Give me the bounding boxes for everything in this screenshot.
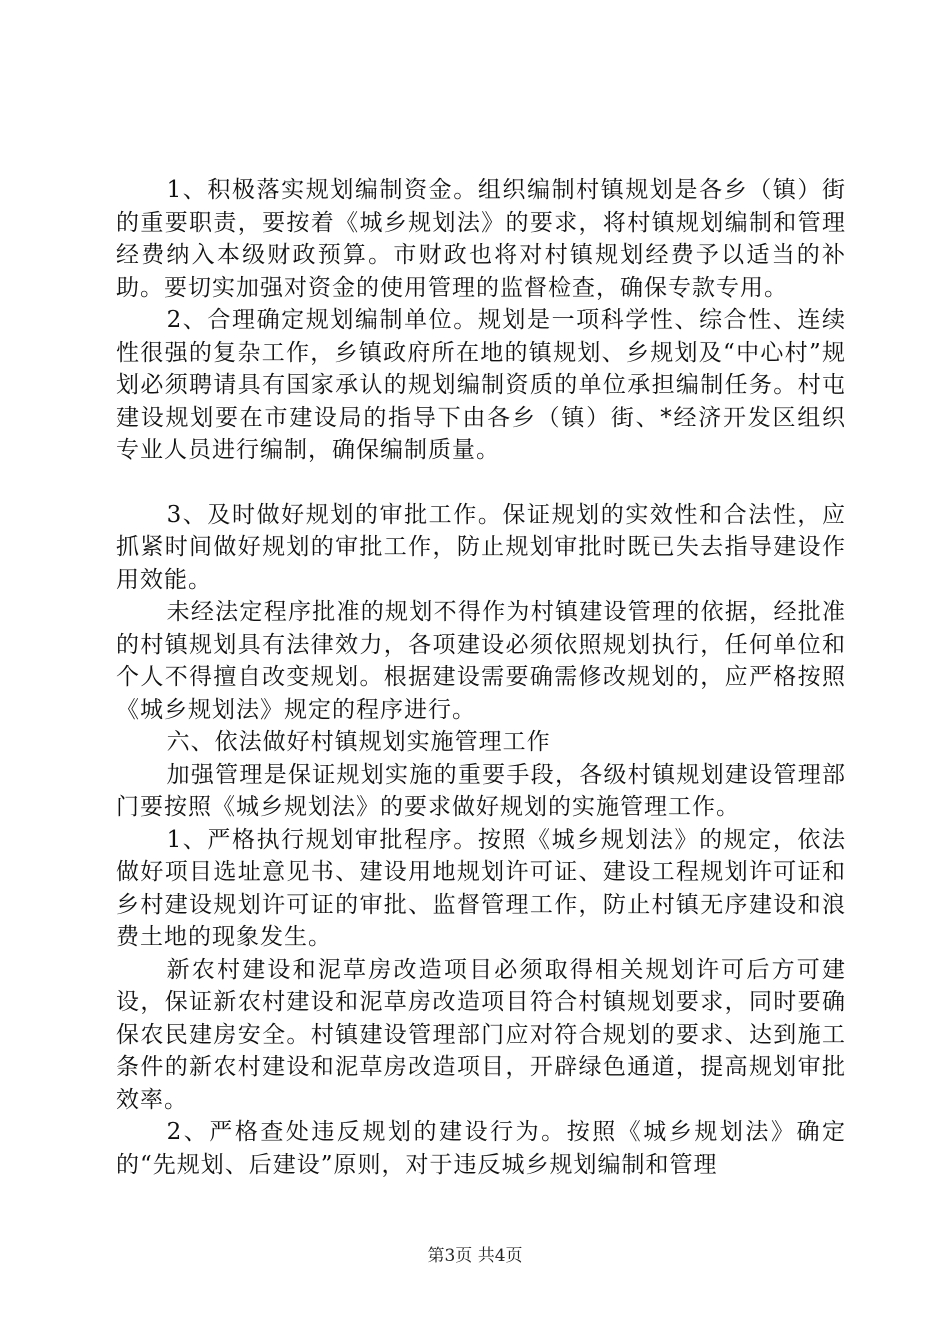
- paragraph-approval: 3、及时做好规划的审批工作。保证规划的实效性和合法性，应抓紧时间做好规划的审批工作，防止规划审批时既已失去指导建设作用效能。: [116, 501, 846, 593]
- paragraph-planning-unit: 2、合理确定规划编制单位。规划是一项科学性、综合性、连续性很强的复杂工作，乡镇政府所在地的镇规划、乡规划及“中心村”规划必须聘请具有国家承认的规划编制资质的单位承担编制任务。村屯建设规划要在市建设局的指导下由各乡（镇）街、*经济开发区组织专业人员进行编制，确保编制质量。: [116, 307, 846, 463]
- paragraph-gap: [116, 467, 846, 499]
- page-number-footer: 第3页 共4页: [427, 1246, 523, 1266]
- paragraph-violations: 2、严格查处违反规划的建设行为。按照《城乡规划法》确定的“先规划、后建设”原则，对于违反城乡规划编制和管理: [116, 1119, 846, 1178]
- paragraph-approval-procedure: 1、严格执行规划审批程序。按照《城乡规划法》的规定，依法做好项目选址意见书、建设用地规划许可证、建设工程规划许可证和乡村建设规划许可证的审批、监督管理工作，防止村镇无序建设和浪费土地的现象发生。: [116, 826, 846, 950]
- section-heading-six: 六、依法做好村镇规划实施管理工作: [166, 729, 551, 755]
- paragraph-legal-effect: 未经法定程序批准的规划不得作为村镇建设管理的依据，经批准的村镇规划具有法律效力，各项建设必须依照规划执行，任何单位和个人不得擅自改变规划。根据建设需要确需修改规划的，应严格按照《城乡规划法》规定的程序进行。: [116, 599, 846, 723]
- document-body: [116, 174, 846, 1181]
- paragraph-new-rural-construction: 新农村建设和泥草房改造项目必须取得相关规划许可后方可建设，保证新农村建设和泥草房改造项目符合村镇规划要求，同时要确保农民建房安全。村镇建设管理部门应对符合规划的要求、达到施工条件的新农村建设和泥草房改造项目，开辟绿色通道，提高规划审批效率。: [116, 956, 846, 1113]
- paragraph-management: 加强管理是保证规划实施的重要手段，各级村镇规划建设管理部门要按照《城乡规划法》的要求做好规划的实施管理工作。: [116, 761, 846, 820]
- paragraph-funding: 1、积极落实规划编制资金。组织编制村镇规划是各乡（镇）街的重要职责，要按着《城乡规划法》的要求，将村镇规划编制和管理经费纳入本级财政预算。市财政也将对村镇规划经费予以适当的补助。要切实加强对资金的使用管理的监督检查，确保专款专用。: [116, 177, 846, 301]
